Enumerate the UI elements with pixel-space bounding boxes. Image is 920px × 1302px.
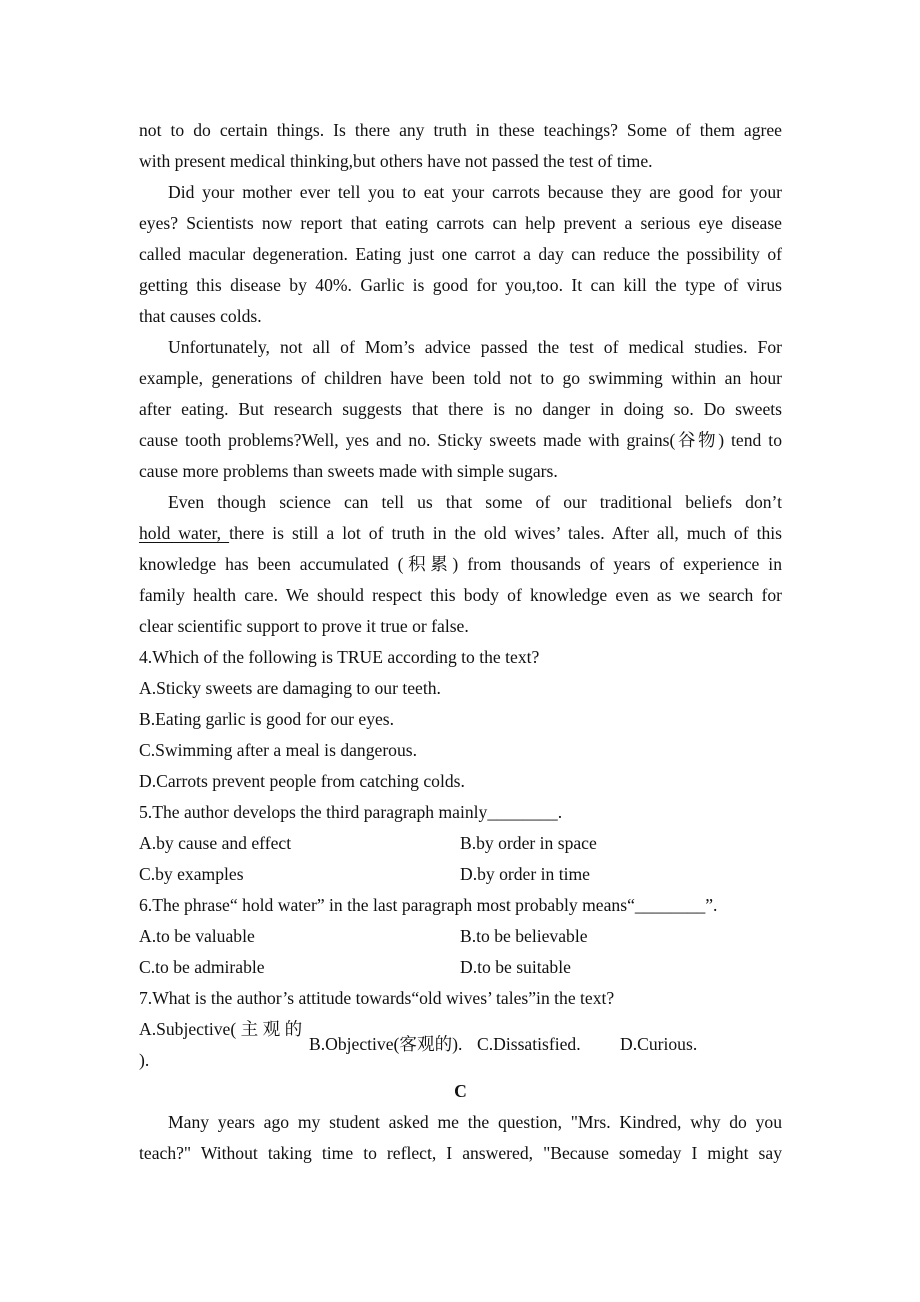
question-stem: 4.Which of the following is TRUE according to the text? (139, 647, 540, 667)
paragraph-line: Even though science can tell us that some of our traditional beliefs don’t (168, 492, 782, 512)
paragraph-line: called macular degeneration. Eating just one carrot a day can reduce the possibility of (139, 244, 782, 264)
section-heading: C (454, 1081, 467, 1101)
paragraph-line: after eating. But research suggests that there is no danger in doing so. Do sweets (139, 399, 782, 419)
options-row (139, 921, 782, 952)
answer-option: B.to be believable (460, 926, 588, 946)
paragraph-line (139, 518, 782, 549)
paragraph-line: teach?" Without taking time to reflect, I answered, "Because someday I might say (139, 1143, 782, 1163)
paragraph-line: Many years ago my student asked me the question, "Mrs. Kindred, why do you (168, 1112, 782, 1132)
answer-option (139, 1014, 309, 1076)
options-row (139, 952, 782, 983)
paragraph-line: knowledge has been accumulated (积累) from thousands of years of experience in (139, 554, 782, 574)
question-stem: 6.The phrase“ hold water” in the last paragraph most probably means“________”. (139, 895, 718, 915)
answer-option: B.Objective(客观的). (309, 1034, 463, 1054)
paragraph-line: cause tooth problems?Well, yes and no. Sticky sweets made with grains(谷物) tend to (139, 430, 782, 450)
paragraph-line: Did your mother ever tell you to eat your carrots because they are good for your (168, 182, 782, 202)
option-text: A.Subjective( 主 观 的 (139, 1019, 303, 1039)
answer-option: C.to be admirable (139, 957, 265, 977)
answer-option: D.to be suitable (460, 957, 571, 977)
options-row (139, 859, 782, 890)
paragraph-line: that causes colds. (139, 306, 262, 326)
answer-option: D.Curious. (620, 1034, 698, 1054)
paragraph-line: not to do certain things. Is there any truth in these teachings? Some of them agree (139, 120, 782, 140)
paragraph-line: family health care. We should respect this body of knowledge even as we search for (139, 585, 782, 605)
answer-option: D.Carrots prevent people from catching colds. (139, 771, 465, 791)
paragraph-line: with present medical thinking,but others have not passed the test of time. (139, 151, 653, 171)
paragraph-line: example, generations of children have been told not to go swimming within an hour (139, 368, 782, 388)
paragraph-line: cause more problems than sweets made with simple sugars. (139, 461, 558, 481)
options-row (139, 828, 782, 859)
answer-option: D.by order in time (460, 864, 590, 884)
document-page (139, 115, 782, 1169)
question-stem: 5.The author develops the third paragraph mainly________. (139, 802, 563, 822)
question-stem: 7.What is the author’s attitude towards“old wives’ tales”in the text? (139, 988, 615, 1008)
answer-option: B.by order in space (460, 833, 597, 853)
answer-option: A.to be valuable (139, 926, 255, 946)
answer-option: A.by cause and effect (139, 833, 292, 853)
answer-option: A.Sticky sweets are damaging to our teeth. (139, 678, 441, 698)
answer-option: C.Dissatisfied. (477, 1034, 581, 1054)
answer-option: B.Eating garlic is good for our eyes. (139, 709, 395, 729)
options-row (139, 1014, 782, 1076)
paragraph-line: Unfortunately, not all of Mom’s advice passed the test of medical studies. For (168, 337, 782, 357)
paragraph-line: getting this disease by 40%. Garlic is good for you,too. It can kill the type of virus (139, 275, 782, 295)
paragraph-line: eyes? Scientists now report that eating carrots can help prevent a serious eye disease (139, 213, 782, 233)
paragraph-line: clear scientific support to prove it true or false. (139, 616, 469, 636)
option-text: ). (139, 1050, 150, 1070)
answer-option: C.by examples (139, 864, 244, 884)
underlined-phrase: hold water, (139, 523, 230, 543)
line-text: there is still a lot of truth in the old wives’ tales. After all, much of this (229, 523, 783, 543)
answer-option: C.Swimming after a meal is dangerous. (139, 740, 418, 760)
